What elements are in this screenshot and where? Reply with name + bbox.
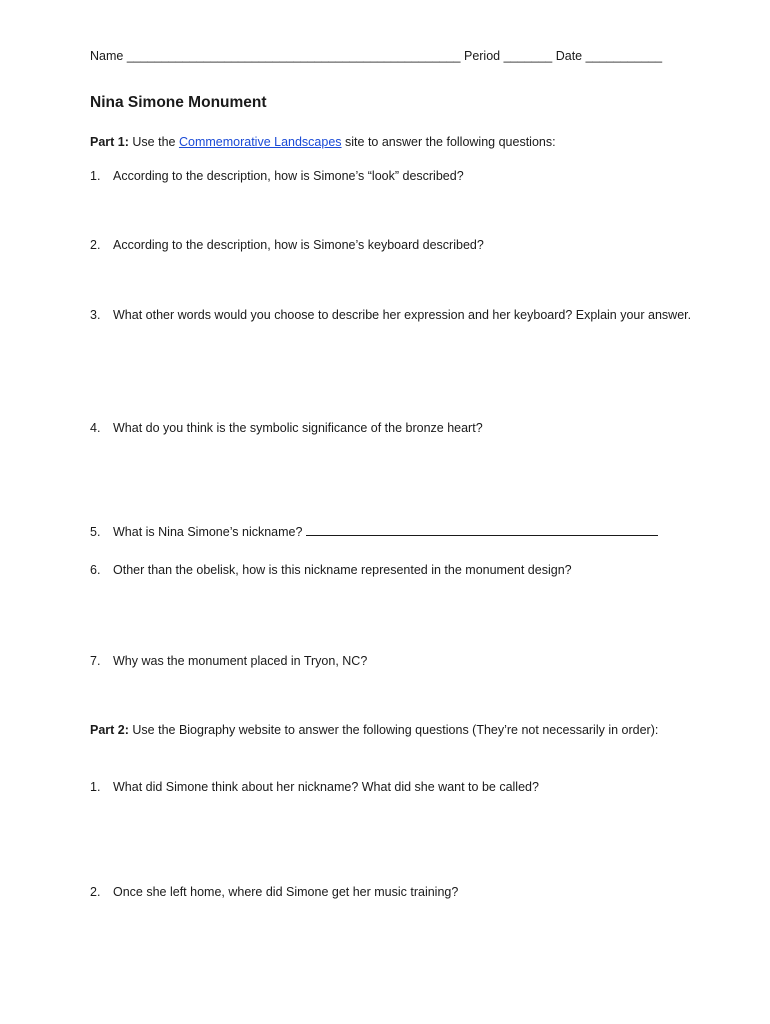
part1-question-5 bbox=[90, 521, 690, 543]
question-number: 1. bbox=[90, 169, 101, 183]
part1-question-6 bbox=[90, 559, 690, 581]
part1-label: Part 1: bbox=[90, 135, 129, 149]
commemorative-landscapes-link[interactable]: Commemorative Landscapes bbox=[178, 135, 342, 149]
question-number: 4. bbox=[90, 421, 101, 435]
part2-question-1 bbox=[90, 776, 690, 798]
question-text: What other words would you choose to describe her expression and her keyboard? Explain your answer. bbox=[113, 308, 692, 322]
question-text: According to the description, how is Simone’s “look” described? bbox=[113, 169, 464, 183]
part1-question-3 bbox=[90, 304, 713, 326]
question-number: 5. bbox=[90, 525, 101, 539]
nickname-answer-blank[interactable] bbox=[306, 522, 658, 536]
question-text: What did Simone think about her nickname? What did she want to be called? bbox=[113, 780, 539, 794]
part1-question-2 bbox=[90, 234, 690, 256]
part1-question-4 bbox=[90, 417, 690, 439]
question-number: 3. bbox=[90, 308, 101, 322]
question-text: Other than the obelisk, how is this nickname represented in the monument design? bbox=[113, 563, 572, 577]
part2-intro-text: Use the Biography website to answer the following questions (They’re not necessarily in order): bbox=[132, 723, 659, 737]
question-text: Once she left home, where did Simone get her music training? bbox=[113, 885, 459, 899]
question-number: 6. bbox=[90, 563, 101, 577]
name-period-date-fields: Name ________________________________________________ Period _______ Date ___________ bbox=[90, 49, 663, 63]
question-number: 7. bbox=[90, 654, 101, 668]
part2-label: Part 2: bbox=[90, 723, 129, 737]
part1-intro-after: site to answer the following questions: bbox=[345, 135, 556, 149]
page-title: Nina Simone Monument bbox=[90, 94, 267, 111]
question-text: What is Nina Simone’s nickname? bbox=[113, 525, 303, 539]
part1-question-1 bbox=[90, 165, 690, 187]
part1-intro-before: Use the bbox=[132, 135, 176, 149]
part1-question-7 bbox=[90, 650, 690, 672]
student-info-line[interactable] bbox=[90, 47, 662, 65]
part1-intro bbox=[90, 133, 556, 151]
question-text: What do you think is the symbolic significance of the bronze heart? bbox=[113, 421, 483, 435]
question-number: 1. bbox=[90, 780, 101, 794]
question-text: Why was the monument placed in Tryon, NC? bbox=[113, 654, 368, 668]
question-number: 2. bbox=[90, 238, 101, 252]
question-number: 2. bbox=[90, 885, 101, 899]
part2-intro bbox=[90, 719, 685, 741]
question-text: According to the description, how is Simone’s keyboard described? bbox=[113, 238, 484, 252]
part2-question-2 bbox=[90, 881, 690, 903]
